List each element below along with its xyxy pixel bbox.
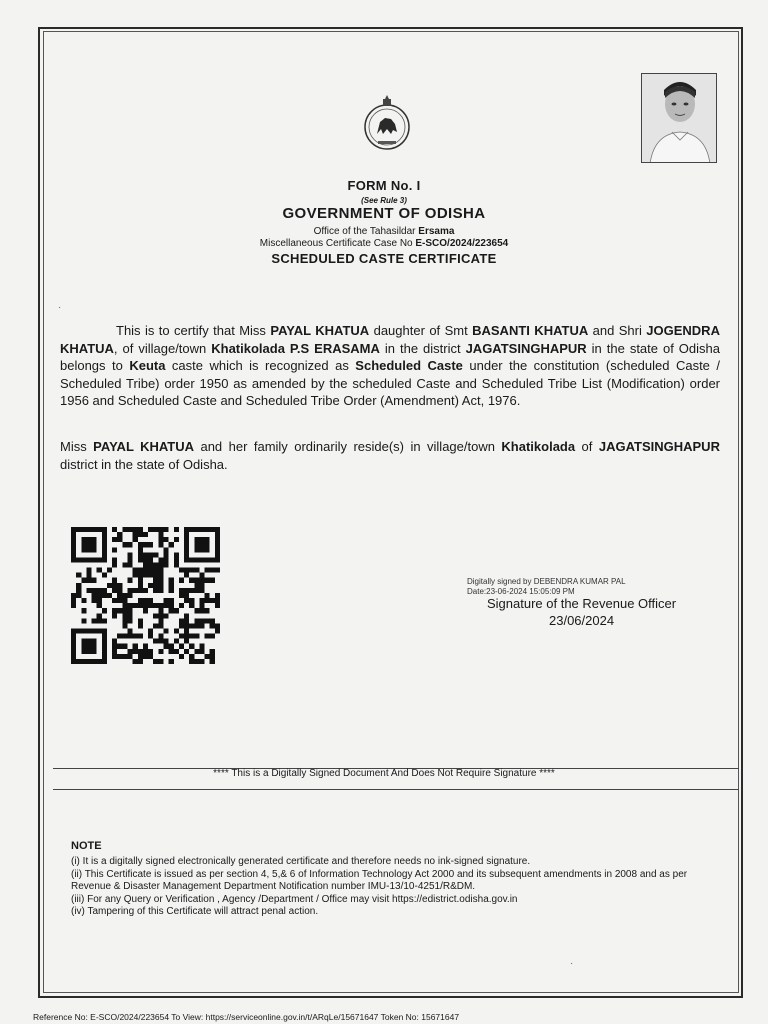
text-fragment: This is to certify that Miss <box>116 323 271 338</box>
scan-mark: · <box>570 958 574 969</box>
father-name: JOGENDRA KHATUA <box>60 323 720 356</box>
office-line <box>0 226 768 237</box>
caste-name: Keuta <box>129 358 166 373</box>
village-name: Khatikolada <box>211 340 285 356</box>
district-name: JAGATSINGHAPUR <box>598 439 720 454</box>
text-fragment: caste which is recognized as <box>165 358 356 373</box>
reference-footer: Reference No: E-SCO/2024/223654 To View: https://serviceonline.gov.in/t/ARqLe/15671647 Token No: 15671647 <box>33 1012 460 1022</box>
text-fragment: in the state of Odisha belongs to <box>60 340 720 373</box>
text-fragment: Miss <box>60 439 94 454</box>
caste-category: Scheduled Caste <box>355 358 463 373</box>
certificate-title: SCHEDULED CASTE CERTIFICATE <box>271 251 497 266</box>
village-name: Khatikolada <box>501 439 576 454</box>
certificate-paragraph-2 <box>60 438 720 473</box>
government-title: GOVERNMENT OF ODISHA <box>282 205 486 222</box>
applicant-name: PAYAL KHATUA <box>270 323 370 338</box>
odisha-emblem-icon <box>358 94 416 152</box>
note-list <box>71 856 723 919</box>
note-item: (iv) Tampering of this Certificate will attract penal action. <box>71 906 319 917</box>
text-fragment: of <box>575 439 599 454</box>
text-fragment: and her family ordinarily reside(s) in village/town <box>194 439 502 454</box>
note-item: (ii) This Certificate is issued as per section 4, 5,& 6 of Information Technology Act 2000 and its subsequent amendments in 2008 and as per Revenue & Disaster Management Department Notification number IMU-13/10-4251/R&DM. <box>71 868 688 892</box>
applicant-name: PAYAL KHATUA <box>93 439 195 454</box>
digital-signature-stamp <box>467 577 626 597</box>
office-name: Ersama <box>418 226 455 237</box>
applicant-photo <box>641 73 717 163</box>
office-prefix: Office of the Tahasildar <box>313 226 419 237</box>
form-number: FORM No. I <box>347 178 421 193</box>
see-rule: (See Rule 3) <box>361 196 407 205</box>
text-fragment: in the district <box>379 340 466 356</box>
case-number: E-SCO/2024/223654 <box>415 238 509 249</box>
digital-sign-date: Date:23-06-2024 15:05:09 PM <box>467 587 575 596</box>
text-fragment: daughter of Smt <box>369 323 473 338</box>
note-item: (iii) For any Query or Verification , Agency /Department / Office may visit https://edistrict.odisha.gov.in <box>71 893 518 905</box>
text-fragment: , of village/town <box>113 340 212 356</box>
inner-border <box>43 31 739 993</box>
digital-signer: Digitally signed by DEBENDRA KUMAR PAL <box>467 577 626 586</box>
district-name: JAGATSINGHAPUR <box>465 340 587 356</box>
text-fragment: district in the state of Odisha. <box>60 456 228 472</box>
signature-date: 23/06/2024 <box>549 613 615 628</box>
signature-label: Signature of the Revenue Officer <box>487 596 677 611</box>
case-prefix: Miscellaneous Certificate Case No <box>259 238 416 249</box>
case-number-line <box>0 238 768 249</box>
note-item: (i) It is a digitally signed electronically generated certificate and therefore needs no ink-signed signature. <box>71 856 531 867</box>
police-station: P.S ERASAMA <box>289 340 380 356</box>
mother-name: BASANTI KHATUA <box>472 323 589 338</box>
certificate-paragraph-1 <box>60 322 720 410</box>
scan-mark: · <box>58 302 62 313</box>
text-fragment: and Shri <box>588 323 647 338</box>
digital-signed-banner: **** This is a Digitally Signed Document And Does Not Require Signature **** <box>213 768 555 779</box>
qr-code <box>71 527 220 664</box>
text-fragment: under the constitution (scheduled Caste / Scheduled Tribe) order 1950 as amended by the scheduled Caste and Scheduled Tribe List (Modification) order 1956 and Scheduled Caste and Scheduled Tribe Order (Amendment) Act, 1976. <box>60 358 720 408</box>
note-title: NOTE <box>71 840 102 852</box>
